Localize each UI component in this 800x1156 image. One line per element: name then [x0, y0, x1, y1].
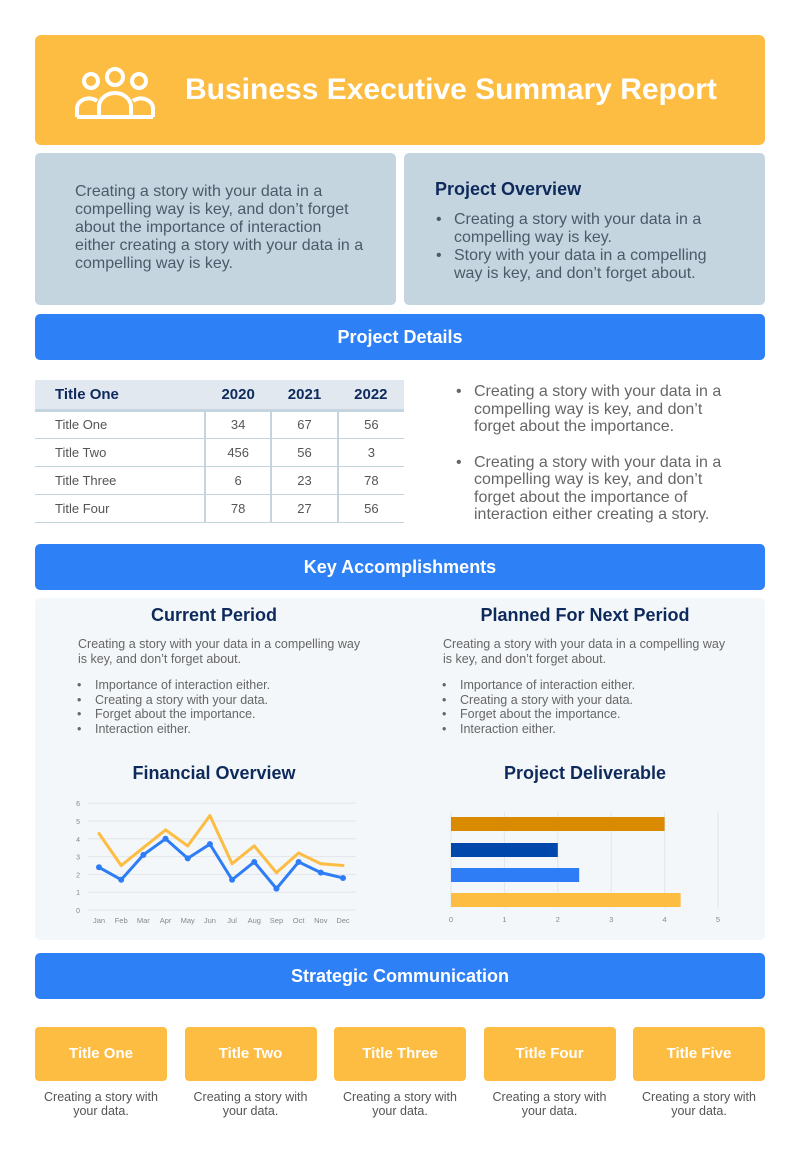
strategy-card-text: Creating a story with your data.: [343, 1090, 457, 1118]
data-point: [185, 855, 191, 861]
data-point: [296, 859, 302, 865]
x-tick-label: Nov: [314, 916, 328, 925]
data-point: [229, 877, 235, 883]
planned-bullet: • Creating a story with your data.: [440, 693, 635, 708]
data-point: [253, 844, 256, 847]
bar: [451, 817, 665, 831]
x-tick-label: 0: [448, 915, 454, 924]
data-point: [96, 864, 102, 870]
page-title: Business Executive Summary Report: [185, 73, 717, 106]
data-point: [318, 870, 324, 876]
planned-period-list: [440, 678, 635, 736]
y-tick-label: 0: [76, 908, 80, 915]
data-point: [273, 886, 279, 892]
table-row: [35, 438, 404, 466]
y-tick-label: 1: [76, 890, 80, 898]
strategy-card: Title Five: [633, 1027, 765, 1081]
data-point: [98, 832, 101, 835]
table-header: 2022: [338, 380, 404, 410]
table-cell: 6: [205, 466, 271, 494]
charts-area: [0, 790, 800, 930]
x-tick-label: Jun: [203, 916, 216, 925]
x-tick-label: 1: [502, 915, 507, 924]
y-tick-label: 3: [76, 854, 80, 862]
table-cell: 27: [271, 494, 337, 522]
x-tick-label: Sep: [269, 916, 284, 925]
table-cell: Title One: [35, 410, 205, 438]
x-tick-label: Jul: [227, 916, 237, 925]
details-bullet: • Creating a story with your data in a compelling way is key, and don’t forget about the importance of interaction either creating a story.: [454, 454, 744, 524]
table-cell: Title Three: [35, 466, 205, 494]
strategy-card-text: Creating a story with your data.: [193, 1090, 308, 1118]
table-cell: 23: [271, 466, 337, 494]
x-tick-label: Jan: [92, 916, 106, 925]
table-cell: 3: [338, 438, 404, 466]
data-point: [163, 836, 169, 842]
table-cell: 56: [338, 494, 404, 522]
x-tick-label: Oct: [292, 916, 305, 925]
current-period-title: Current Period: [150, 605, 278, 625]
data-point: [208, 814, 211, 817]
current-bullet: • Creating a story with your data.: [75, 693, 270, 708]
overview-title: Project Overview: [435, 179, 582, 199]
planned-bullet: • Forget about the importance.: [440, 707, 635, 722]
bar: [451, 893, 681, 907]
table-cell: 456: [205, 438, 271, 466]
data-point: [297, 852, 300, 855]
strategy-card: Title One: [35, 1027, 167, 1081]
table-cell: 67: [271, 410, 337, 438]
table-cell: 78: [205, 494, 271, 522]
planned-period-text: Creating a story with your data in a compelling way is key, and don’t forget about.: [443, 637, 726, 666]
data-point: [120, 864, 123, 867]
project-details-bar: Project Details: [35, 314, 765, 360]
table-header: 2021: [271, 380, 337, 410]
key-accomplishments-bar: Key Accomplishments: [35, 544, 765, 590]
table-cell: 34: [205, 410, 271, 438]
x-tick-label: Dec: [336, 916, 350, 925]
table-cell: Title Four: [35, 494, 205, 522]
table-header: Title One: [35, 380, 205, 410]
data-point: [140, 852, 146, 858]
strategy-card-text: Creating a story with your data.: [642, 1090, 756, 1118]
x-tick-label: 3: [609, 915, 614, 924]
current-period-list: [75, 678, 270, 736]
y-tick-label: 4: [76, 836, 80, 844]
bar: [451, 868, 579, 882]
overview-bullet: • Story with your data in a compelling way is key, and don’t forget about.: [434, 247, 734, 283]
x-tick-label: Mar: [136, 916, 150, 925]
intro-box: [35, 153, 396, 305]
data-point: [340, 875, 346, 881]
table-header: 2020: [205, 380, 271, 410]
details-bullet: • Creating a story with your data in a compelling way is key, and don’t forget about the importance.: [454, 383, 744, 436]
y-tick-label: 5: [76, 819, 80, 826]
bar: [451, 843, 558, 857]
planned-period-title: Planned For Next Period: [480, 605, 690, 625]
table-row: [35, 410, 404, 438]
intro-text: Creating a story with your data in a compelling way is key, and don’t forget about the importance of interaction either creating a story with your data in a compelling way is key.: [75, 183, 364, 272]
current-bullet: • Importance of interaction either.: [75, 678, 270, 693]
x-tick-label: 2: [555, 915, 560, 924]
x-tick-label: 5: [715, 915, 721, 924]
strategy-card: Title Two: [185, 1027, 317, 1081]
table-cell: 78: [338, 466, 404, 494]
y-tick-label: 2: [76, 872, 80, 880]
data-point: [164, 828, 167, 831]
details-table: [35, 380, 404, 523]
overview-list: [434, 211, 734, 283]
data-point: [275, 871, 278, 874]
project-deliverable-title: Project Deliverable: [503, 763, 667, 783]
series-line: [99, 839, 343, 889]
planned-bullet: • Interaction either.: [440, 722, 635, 737]
data-point: [319, 862, 322, 865]
table-cell: Title Two: [35, 438, 205, 466]
data-point: [186, 844, 189, 847]
planned-bullet: • Importance of interaction either.: [440, 678, 635, 693]
financial-overview-title: Financial Overview: [132, 763, 296, 783]
table-cell: 56: [271, 438, 337, 466]
x-tick-label: Aug: [247, 916, 261, 925]
x-tick-label: 4: [662, 915, 667, 924]
strategy-card: Title Three: [334, 1027, 466, 1081]
strategy-card-text: Creating a story with your data.: [44, 1090, 158, 1118]
overview-bullet: • Creating a story with your data in a compelling way is key.: [434, 211, 734, 247]
table-row: [35, 494, 404, 522]
data-point: [118, 877, 124, 883]
x-tick-label: May: [180, 916, 195, 925]
team-icon: [73, 65, 157, 121]
x-tick-label: Feb: [114, 916, 128, 925]
strategy-card-text: Creating a story with your data.: [492, 1090, 607, 1118]
details-list: [454, 383, 744, 524]
data-point: [142, 846, 145, 849]
overview-box: [404, 153, 765, 305]
strategic-communication-bar: Strategic Communication: [35, 953, 765, 999]
table-cell: 56: [338, 410, 404, 438]
data-point: [231, 862, 234, 865]
current-period-text: Creating a story with your data in a compelling way is key, and don’t forget about.: [78, 637, 361, 666]
x-tick-label: Apr: [159, 916, 172, 925]
data-point: [251, 859, 257, 865]
table-row: [35, 466, 404, 494]
current-bullet: • Interaction either.: [75, 722, 270, 737]
strategy-card: Title Four: [484, 1027, 616, 1081]
header-banner: [35, 35, 765, 145]
data-point: [342, 864, 345, 867]
data-point: [207, 841, 213, 847]
y-tick-label: 6: [76, 801, 80, 809]
current-bullet: • Forget about the importance.: [75, 707, 270, 722]
